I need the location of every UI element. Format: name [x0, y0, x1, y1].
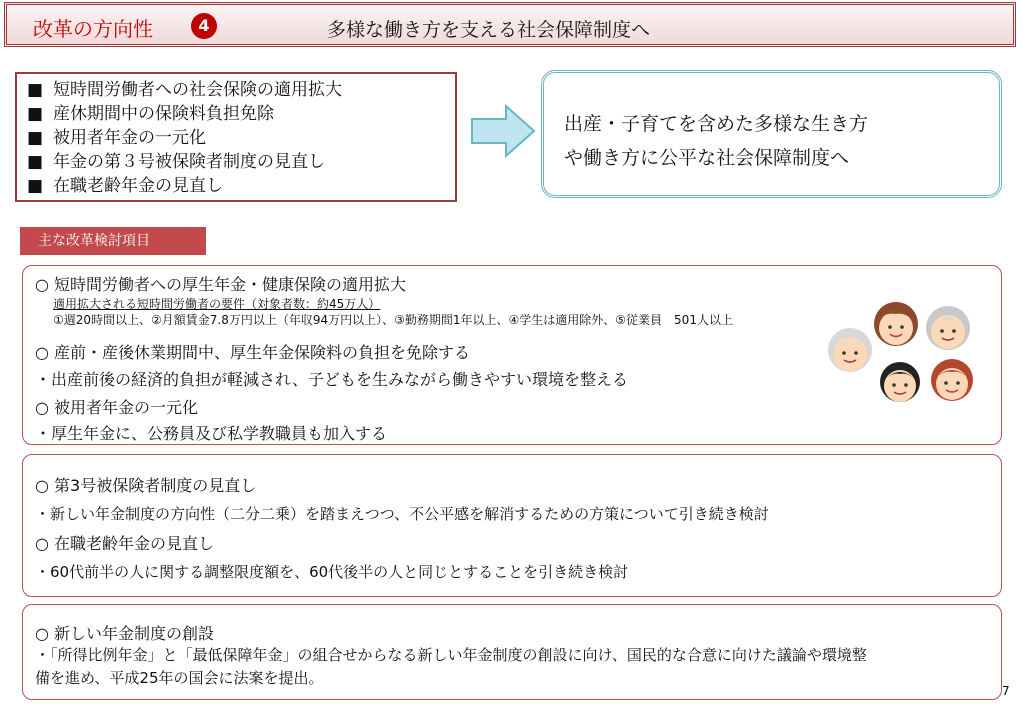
page-number: 7: [1002, 684, 1010, 698]
reform-item-label: 被用者年金の一元化: [53, 128, 206, 148]
reform-item-label: 在職老齢年金の見直し: [53, 176, 223, 196]
item-description: ・60代前半の人に関する調整限度額を、60代後半の人と同じとすることを引き続き検討: [35, 563, 629, 581]
requirement-list: ①週20時間以上、②月額賃金7.8万円以上（年収94万円以上）、③勤務期間1年以上、④学生は適用除外、⑤従業員 501人以上: [53, 313, 733, 327]
reform-item-label: 年金の第３号被保険者制度の見直し: [53, 152, 325, 172]
reform-item-label: 産休期間中の保険料負担免除: [53, 104, 274, 124]
elderly-woman-face-icon: [874, 302, 918, 346]
item-heading: ○ 新しい年金制度の創設: [35, 624, 215, 643]
bullet: ■: [27, 176, 44, 196]
item-heading: ○ 被用者年金の一元化: [35, 398, 199, 417]
slide-title: 多様な働き方を支える社会保障制度へ: [327, 19, 651, 41]
elderly-man-face-icon: [926, 306, 970, 350]
bullet: ■: [27, 80, 44, 100]
reform-item-label: 短時間労働者への社会保険の適用拡大: [53, 80, 342, 100]
reform-list-box: [15, 72, 457, 202]
reform-item: [27, 128, 206, 148]
reform-item: [27, 80, 342, 100]
requirement-title: 適用拡大される短時間労働者の要件（対象者数：約45万人）: [53, 297, 381, 311]
woman-face-icon: [931, 359, 973, 401]
section-tag: 主な改革検討項目: [20, 227, 206, 255]
section-number-badge: 4: [191, 13, 217, 39]
goal-text: や働き方に公平な社会保障制度へ: [564, 147, 850, 169]
item-heading: ○ 短時間労働者への厚生年金・健康保険の適用拡大: [35, 275, 407, 294]
reform-detail-box: [22, 604, 1002, 700]
elderly-people-faces-icon: [828, 296, 988, 416]
bullet: ■: [27, 128, 44, 148]
item-heading: ○ 第3号被保険者制度の見直し: [35, 476, 257, 495]
item-description: ・厚生年金に、公務員及び私学教職員も加入する: [35, 424, 388, 443]
section-label: 改革の方向性: [33, 17, 153, 41]
reform-item: [27, 152, 325, 172]
right-arrow-icon: [470, 104, 536, 158]
goal-text: 出産・子育てを含めた多様な生き方: [564, 113, 869, 135]
slide-header: [4, 2, 1016, 47]
goal-box: [541, 70, 1002, 198]
bullet: ■: [27, 152, 44, 172]
grandmother-face-icon: [828, 328, 872, 372]
item-heading: ○ 産前・産後休業期間中、厚生年金保険料の負担を免除する: [35, 343, 471, 362]
item-heading: ○ 在職老齢年金の見直し: [35, 534, 215, 553]
reform-item: [27, 176, 223, 196]
reform-item: [27, 104, 274, 124]
reform-detail-box: [22, 454, 1002, 597]
bullet: ■: [27, 104, 44, 124]
item-description: ・出産前後の経済的負担が軽減され、子どもを生みながら働きやすい環境を整える: [35, 370, 628, 389]
man-face-icon: [880, 362, 920, 402]
item-description: ・新しい年金制度の方向性（二分二乗）を踏まえつつ、不公平感を解消するための方策について引き続き検討: [35, 505, 769, 523]
item-description: 備を進め、平成25年の国会に法案を提出。: [35, 669, 324, 687]
item-description: ・「所得比例年金」と「最低保障年金」の組合せからなる新しい年金制度の創設に向け、国民的な合意に向けた議論や環境整: [35, 646, 867, 664]
